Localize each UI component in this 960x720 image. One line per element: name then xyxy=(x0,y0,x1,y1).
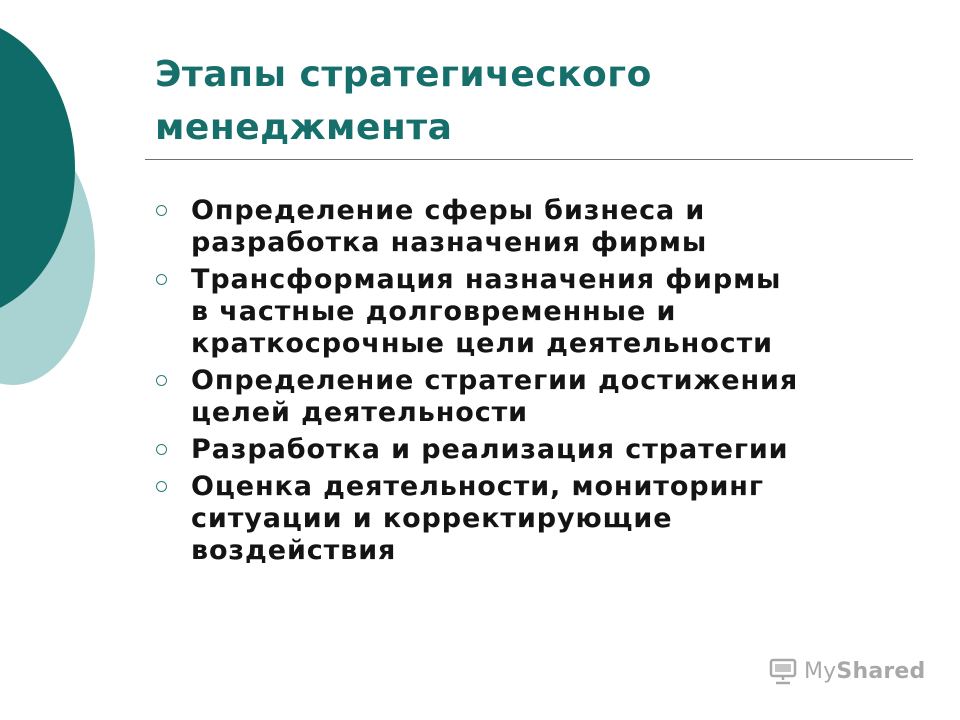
title-divider xyxy=(145,159,913,160)
bullet-line: Трансформация назначения фирмы xyxy=(191,264,782,295)
bullet-item xyxy=(155,471,915,567)
bullet-line: Определение сферы бизнеса и xyxy=(191,195,706,226)
circle-bullet-icon xyxy=(156,274,167,285)
bullet-line: разработка назначения фирмы xyxy=(191,227,708,258)
circle-bullet-icon xyxy=(156,481,167,492)
circle-bullet-icon xyxy=(156,205,167,216)
bullet-line: целей деятельности xyxy=(191,397,528,428)
slide-title xyxy=(155,48,915,154)
bullet-line: Разработка и реализация стратегии xyxy=(191,434,789,465)
watermark-text xyxy=(804,659,925,684)
bullet-line: краткосрочные цели деятельности xyxy=(191,328,773,359)
bullet-item xyxy=(155,264,915,360)
bullet-line: воздействия xyxy=(191,535,397,566)
myshared-watermark[interactable] xyxy=(768,656,925,686)
bullet-list xyxy=(155,195,915,572)
bullet-item xyxy=(155,195,915,259)
watermark-prefix: My xyxy=(804,658,837,684)
bullet-item xyxy=(155,365,915,429)
bullet-line: в частные долговременные и xyxy=(191,296,677,327)
title-line-2: менеджмента xyxy=(155,107,453,148)
bullet-line: ситуации и корректирующие xyxy=(191,503,673,534)
bullet-line: Оценка деятельности, мониторинг xyxy=(191,471,764,502)
watermark-brand: Shared xyxy=(836,658,926,684)
title-line-1: Этапы стратегического xyxy=(155,54,652,95)
bullet-item xyxy=(155,434,915,466)
circle-bullet-icon xyxy=(156,375,167,386)
bullet-line: Определение стратегии достижения xyxy=(191,365,799,396)
presentation-board-icon xyxy=(768,656,798,686)
circle-bullet-icon xyxy=(156,444,167,455)
